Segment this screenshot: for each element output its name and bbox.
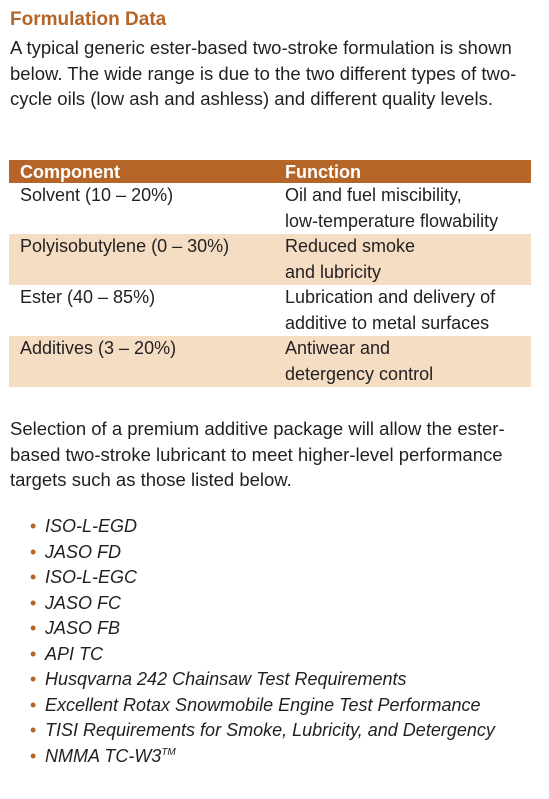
component-cell: Solvent (10 – 20%) <box>20 185 174 205</box>
intro-paragraph: A typical generic ester-based two-stroke formulation is shown below. The wide range is due to the two different types of two-cycle oils (low ash and ashless) and different quality levels. <box>10 37 517 109</box>
component-cell: Additives (3 – 20%) <box>20 338 177 358</box>
function-cell <box>274 183 531 234</box>
target-text: NMMA TC-W3 <box>45 745 162 766</box>
target-text: JASO FB <box>45 618 121 638</box>
list-item <box>30 616 535 642</box>
component-cell: Polyisobutylene (0 – 30%) <box>20 236 230 256</box>
bullet-icon: • <box>30 720 37 740</box>
target-text: Husqvarna 242 Chainsaw Test Requirements <box>45 669 407 689</box>
bullet-icon: • <box>30 643 37 664</box>
target-text: ISO-L-EGC <box>45 567 138 587</box>
bullet-icon: • <box>30 592 37 613</box>
header-function: Function <box>285 162 361 182</box>
table-header-row <box>9 160 531 183</box>
outro-paragraph: Selection of a premium additive package will allow the ester-based two-stroke lubricant to meet higher-level performance targets such as those listed below. <box>10 418 505 490</box>
list-item <box>30 540 535 566</box>
list-item <box>30 667 535 693</box>
target-text: ISO-L-EGD <box>45 516 138 536</box>
function-line: additive to metal surfaces <box>285 312 490 333</box>
list-item <box>30 642 535 668</box>
bullet-icon: • <box>30 669 37 689</box>
list-item <box>30 514 535 540</box>
list-item <box>30 744 535 770</box>
list-item <box>30 693 535 719</box>
function-line: and lubricity <box>285 261 382 282</box>
function-line: detergency control <box>285 363 434 384</box>
target-text: JASO FD <box>45 541 122 562</box>
function-cell <box>274 336 531 387</box>
bullet-icon: • <box>30 567 37 587</box>
header-component: Component <box>20 162 120 182</box>
target-text: Excellent Rotax Snowmobile Engine Test Performance <box>45 694 481 715</box>
performance-targets-list <box>30 514 535 769</box>
list-item <box>30 718 535 744</box>
section-heading: Formulation Data <box>10 9 167 30</box>
table-row <box>9 285 531 336</box>
target-text: API TC <box>45 643 104 664</box>
bullet-icon: • <box>30 541 37 562</box>
function-line: Antiwear and <box>285 338 391 358</box>
function-line: Lubrication and delivery of <box>285 287 496 307</box>
target-text: TISI Requirements for Smoke, Lubricity, and Detergency <box>45 720 495 740</box>
list-item <box>30 591 535 617</box>
function-cell <box>274 285 531 336</box>
function-line: Oil and fuel miscibility, <box>285 185 462 205</box>
list-item <box>30 565 535 591</box>
bullet-icon: • <box>30 618 37 638</box>
bullet-icon: • <box>30 745 37 766</box>
component-cell: Ester (40 – 85%) <box>20 287 156 307</box>
bullet-icon: • <box>30 694 37 715</box>
function-line: Reduced smoke <box>285 236 416 256</box>
function-cell <box>274 234 531 285</box>
trademark-mark: TM <box>161 746 176 758</box>
formulation-table <box>9 160 531 387</box>
table-row <box>9 336 531 387</box>
table-row <box>9 234 531 285</box>
bullet-icon: • <box>30 516 37 536</box>
function-line: low-temperature flowability <box>285 210 499 231</box>
table-row <box>9 183 531 234</box>
target-text: JASO FC <box>45 592 122 613</box>
